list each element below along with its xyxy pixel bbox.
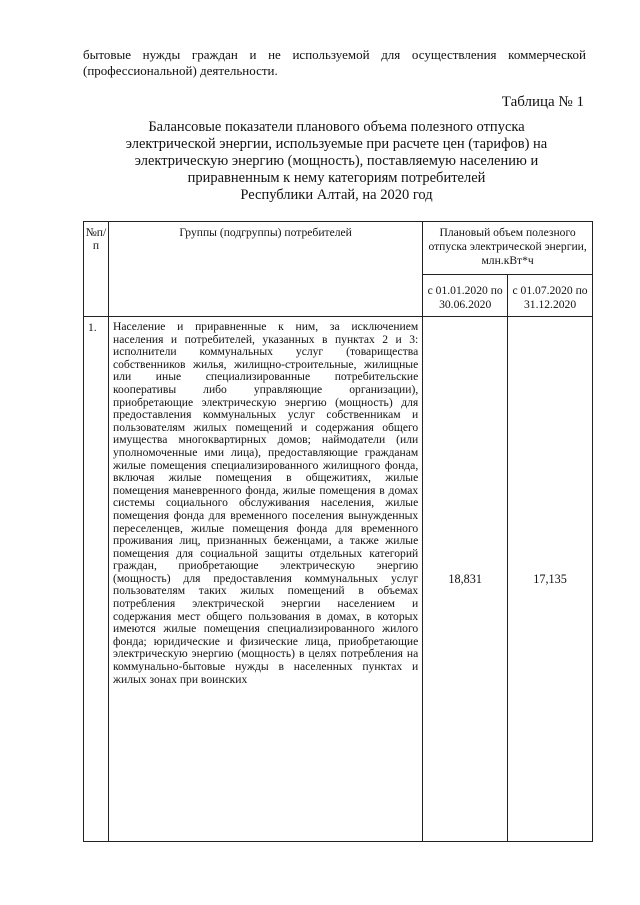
table-header-row bbox=[84, 222, 593, 275]
header-num: №п/ п bbox=[84, 222, 109, 317]
header-plan-volume: Плановый объем полезного отпуска электрической энергии, млн.кВт*ч bbox=[423, 222, 593, 275]
table-row bbox=[84, 317, 593, 842]
title-line: Республики Алтай, на 2020 год bbox=[240, 187, 433, 203]
header-period-2: с 01.07.2020 по 31.12.2020 bbox=[508, 275, 593, 317]
row-number: 1. bbox=[84, 317, 109, 842]
row-group-cell bbox=[108, 317, 422, 842]
table-title bbox=[85, 119, 588, 204]
row-value-period-1: 18,831 bbox=[423, 317, 508, 842]
title-line: электрической энергии, используемые при расчете цен (тарифов) на bbox=[125, 136, 548, 152]
title-line: приравненным к нему категориям потребителей bbox=[187, 170, 486, 186]
title-line: Балансовые показатели планового объема полезного отпуска bbox=[148, 119, 525, 135]
header-period-1: с 01.01.2020 по 30.06.2020 bbox=[423, 275, 508, 317]
title-line: электрическую энергию (мощность), поставляемую населению и bbox=[134, 153, 539, 169]
header-group: Группы (подгруппы) потребителей bbox=[108, 222, 422, 317]
table-number: Таблица № 1 bbox=[501, 94, 584, 110]
row-group-text: Население и приравненные к ним, за исключением населения и потребителей, указанных в пунктах 2 и 3: исполнители коммунальных услуг (товарищества собственников жилья, жилищно-строительные, жилищные или иные специализированные потребительские кооперативы либо управляющие организации), приобретающие электрическую энергию (мощность) для предоставления коммунальных услуг собственникам и пользователям жилых помещений и содержания общего имущества многоквартирных домов; наймодатели (или уполномоченные ими лица), предоставляющие гражданам жилые помещения специализированного жилищного фонда, включая жилые помещения в общежитиях, жилые помещения маневренного фонда, жилые помещения в домах системы социального обслуживания населения, жилые помещения фонда для временного поселения вынужденных переселенцев, жилые помещения фонда для временного проживания лиц, признанных беженцами, а также жилые помещения для социальной защиты отдельных категорий граждан, приобретающие электрическую энергию (мощность) для предоставления коммунальных услуг пользователям таких жилых помещений в объемах потребления электрической энергии населением и содержания мест общего пользования в домах, в которых имеются жилые помещения специализированного жилого фонда; юридические и физические лица, приобретающие электрическую энергию (мощность) в целях потребления на коммунально-бытовые нужды в населенных пунктах и жилых зонах при воинских bbox=[112, 321, 419, 686]
intro-paragraph: бытовые нужды граждан и не используемой для осуществления коммерческой (профессиональной) деятельности. bbox=[83, 47, 586, 78]
balance-table bbox=[83, 221, 593, 842]
row-value-period-2: 17,135 bbox=[508, 317, 593, 842]
